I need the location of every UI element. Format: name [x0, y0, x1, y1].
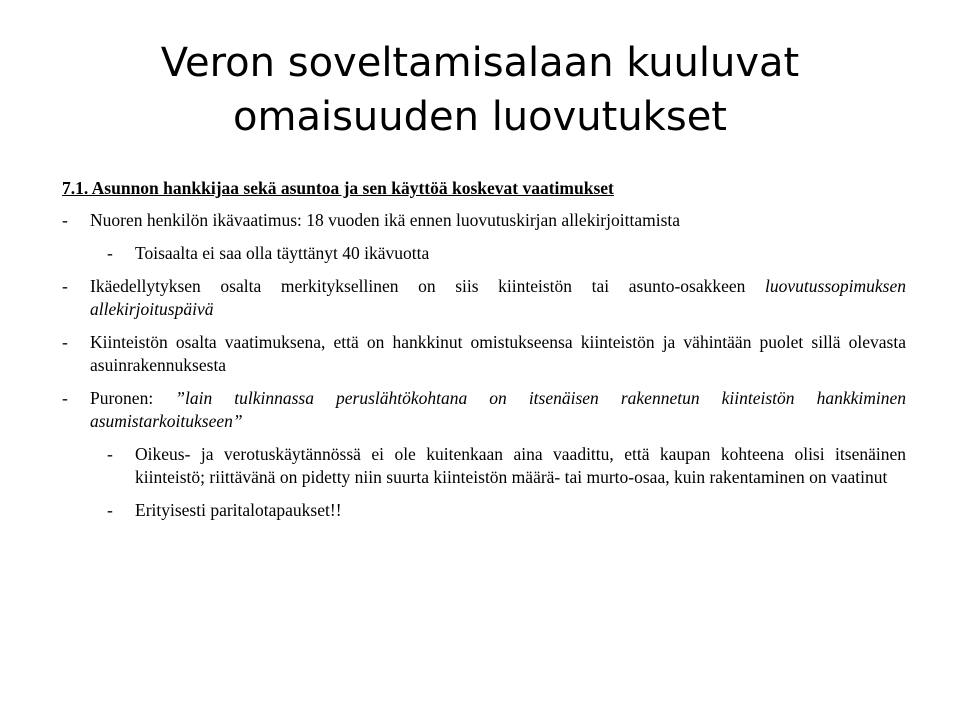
bullet-item-property-requirement	[62, 331, 906, 377]
slide-title: Veron soveltamisalaan kuuluvat omaisuuden luovutukset	[160, 40, 800, 140]
bullet-dash: -	[107, 444, 113, 464]
bullet-text: Toisaalta ei saa olla täyttänyt 40 ikävuotta	[135, 243, 430, 263]
bullet-text: Ikäedellytyksen osalta merkityksellinen on siis kiinteistön tai asunto-osakkeen	[90, 276, 766, 296]
bullet-text-wrapper	[90, 275, 906, 321]
bullet-text: Oikeus- ja verotuskäytännössä ei ole kuitenkaan aina vaadittu, että kaupan kohteena olisi itsenäinen kiinteistö; riittävänä on pidetty niin suurta kiinteistön määrä- tai murto-osaa, kuin rakentaminen on vaatinut	[135, 444, 906, 487]
bullet-item-age-requirement	[62, 209, 906, 232]
slide-body	[62, 177, 906, 532]
bullet-dash: -	[62, 210, 68, 230]
bullet-text-italic: ”lain tulkinnassa peruslähtökohtana on itsenäisen rakennetun kiinteistön hankkiminen asumistarkoitukseen”	[90, 388, 906, 431]
bullet-dash: -	[62, 332, 68, 352]
bullet-dash: -	[62, 276, 68, 296]
bullet-item-signing-date	[62, 275, 906, 321]
section-subheading: 7.1. Asunnon hankkijaa sekä asuntoa ja sen käyttöä koskevat vaatimukset	[62, 178, 614, 198]
bullet-subitem-max-age	[62, 242, 906, 265]
bullet-dash: -	[107, 500, 113, 520]
bullet-subitem-semi-detached	[62, 499, 906, 522]
bullet-text: Puronen:	[90, 388, 176, 408]
bullet-text: Nuoren henkilön ikävaatimus: 18 vuoden ikä ennen luovutuskirjan allekirjoittamista	[90, 210, 681, 230]
bullet-text-italic: luovutussopimuksen allekirjoituspäivä	[90, 276, 906, 319]
bullet-dash: -	[62, 388, 68, 408]
bullet-dash: -	[107, 243, 113, 263]
bullet-text: Kiinteistön osalta vaatimuksena, että on hankkinut omistukseensa kiinteistön ja vähintään puolet sillä olevasta asuinrakennuksesta	[90, 332, 906, 375]
bullet-item-puronen-quote	[62, 387, 906, 433]
bullet-subitem-case-practice	[62, 443, 906, 489]
bullet-text-wrapper	[90, 387, 906, 433]
bullet-text: Erityisesti paritalotapaukset!!	[135, 500, 342, 520]
